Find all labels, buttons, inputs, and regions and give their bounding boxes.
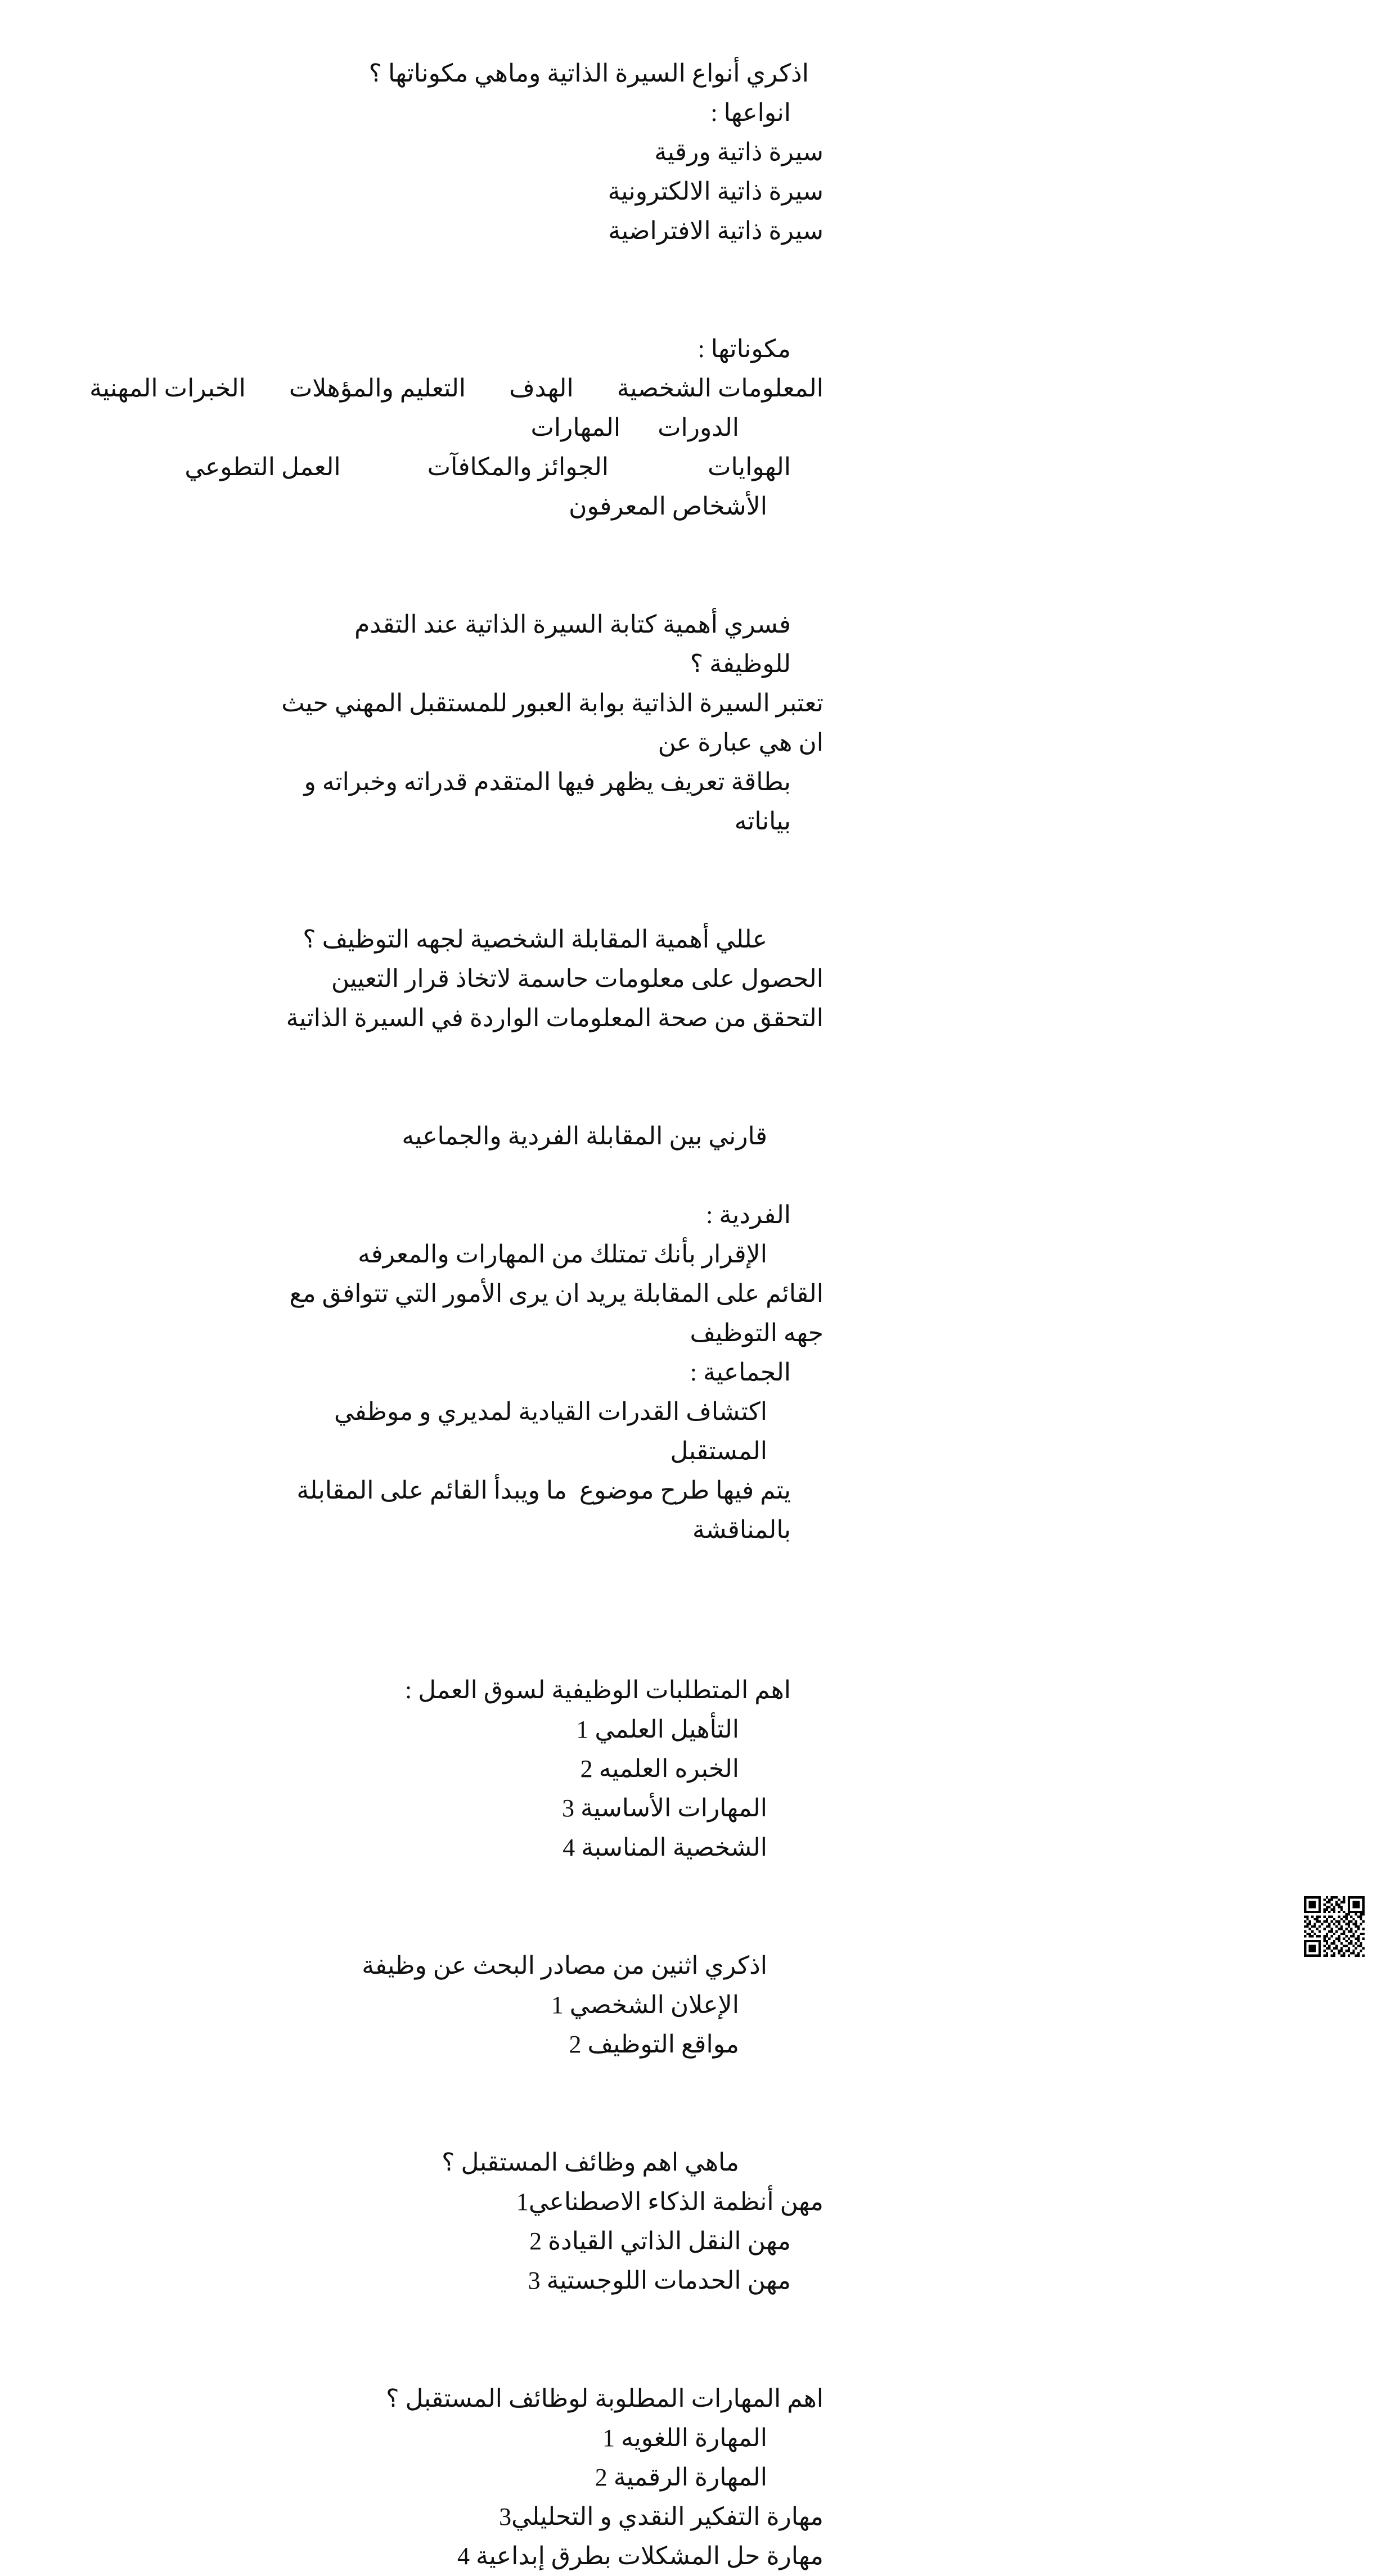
q1-types-label: انواعها :: [710, 99, 791, 127]
q5-item-3: المهارات الأساسية 3: [562, 1794, 767, 1822]
q8-item-4: مهارة حل المشكلات بطرق إبداعية 4: [457, 2542, 824, 2570]
q4-group-label: الجماعية :: [690, 1359, 791, 1386]
q4-question: قارني بين المقابلة الفردية والجماعيه: [402, 1122, 767, 1150]
q8-question: اهم المهارات المطلوبة لوظائف المستقبل ؟: [386, 2385, 824, 2412]
q3-answer-line-1: الحصول على معلومات حاسمة لاتخاذ قرار التعيين: [331, 965, 824, 992]
q1-components-row-1: المعلومات الشخصية الهدف التعليم والمؤهلات الخبرات المهنية: [89, 375, 824, 402]
q1-components-row-4: الأشخاص المعرفون: [569, 493, 767, 520]
q4-group-line-1: اكتشاف القدرات القيادية لمديري و موظفي المستقبل: [322, 1398, 767, 1465]
q3-answer-line-2: التحقق من صحة المعلومات الواردة في السيرة الذاتية: [286, 1004, 824, 1032]
q6-question: اذكري اثنين من مصادر البحث عن وظيفة: [362, 1952, 767, 1979]
q5-item-1: التأهيل العلمي 1: [576, 1716, 739, 1743]
q7-item-3: مهن الحدمات اللوجستية 3: [528, 2267, 791, 2294]
q5-item-4: الشخصية المناسبة 4: [562, 1834, 767, 1861]
spacer: [270, 251, 824, 330]
q4-individual-line-1: الإقرار بأنك تمتلك من المهارات والمعرفه: [358, 1240, 767, 1268]
spacer: [270, 526, 824, 605]
q8-item-1: المهارة اللغويه 1: [602, 2424, 767, 2452]
q1-components-row-2: الدورات المهارات: [530, 414, 739, 441]
q4-individual-line-2: القائم على المقابلة يريد ان يرى الأمور التي تتوافق مع جهه التوظيف: [283, 1280, 824, 1347]
spacer: [270, 2300, 824, 2379]
q1-components-row-3: الهوايات الجوائز والمكافآت العمل التطوعي: [184, 453, 791, 481]
spacer: [270, 2064, 824, 2143]
q7-item-1: مهن أنظمة الذكاء الاصطناعي1: [516, 2188, 824, 2216]
q1-question: اذكري أنواع السيرة الذاتية وماهي مكوناتها ؟: [368, 60, 809, 87]
spacer: [270, 1038, 824, 1117]
q4-group-line-2: يتم فيها طرح موضوع ما ويبدأ القائم على المقابلة بالمناقشة: [290, 1477, 791, 1544]
qr-code: [1304, 1896, 1365, 1957]
q1-type-1: سيرة ذاتية ورقية: [654, 138, 824, 166]
q8-item-3: مهارة التفكير النقدي و التحليلي3: [499, 2503, 824, 2530]
q7-item-2: مهن النقل الذاتي القيادة 2: [529, 2227, 791, 2255]
q4-individual-label: الفردية :: [706, 1201, 791, 1229]
document-body: [89, 54, 824, 2576]
q7-question: ماهي اهم وظائف المستقبل ؟: [442, 2149, 739, 2176]
q8-item-2: المهارة الرقمية 2: [595, 2464, 767, 2491]
spacer: [270, 1550, 824, 1671]
q2-answer-line-2: بطاقة تعريف يظهر فيها المتقدم قدراته وخبراته و بياناته: [298, 768, 791, 835]
q5-item-2: الخبره العلميه 2: [580, 1755, 739, 1783]
q1-type-2: سيرة ذاتية الالكترونية: [608, 178, 824, 205]
q6-item-1: الإعلان الشخصي 1: [551, 1991, 739, 2019]
q6-item-2: مواقع التوظيف 2: [569, 2031, 739, 2058]
q1-components-label: مكوناتها :: [698, 335, 791, 363]
spacer: [270, 841, 824, 920]
spacer: [270, 1867, 824, 1946]
spacer: [270, 1156, 824, 1195]
q2-answer-line-1: تعتبر السيرة الذاتية بوابة العبور للمستقبل المهني حيث ان هي عبارة عن: [275, 689, 824, 756]
q2-question: فسري أهمية كتابة السيرة الذاتية عند التقدم للوظيفة ؟: [348, 611, 791, 678]
q5-question: اهم المتطلبات الوظيفية لسوق العمل :: [405, 1676, 791, 1704]
q3-question: عللي أهمية المقابلة الشخصية لجهه التوظيف ؟: [303, 926, 767, 953]
q1-type-3: سيرة ذاتية الافتراضية: [608, 217, 824, 245]
